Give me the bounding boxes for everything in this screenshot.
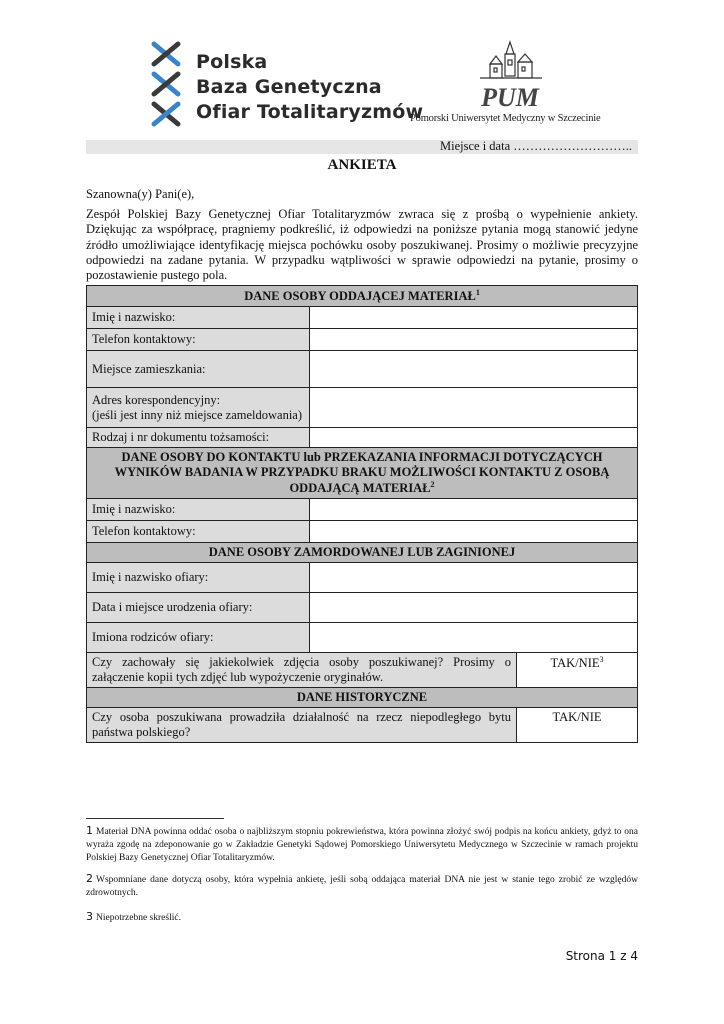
place-date-field[interactable] [86,140,638,154]
intro-paragraph: Zespół Polskiej Bazy Genetycznej Ofiar Totalitaryzmów zwraca się z prośbą o wypełnienie ankiety. Dziękując za współpracę, pragniemy podkreślić, iż odpowiedzi na poniższe pytania mogą stanowić jedyne źródło umożliwiające identyfikację miejsca pochówku osoby poszukiwanej. Prosimy o możliwie precyzyjne odpowiedzi na zadane pytania. W przypadku wątpliwości w sprawie odpowiedzi na pytanie, prosimy o pozostawienie pustego pola. [86,207,638,283]
historical-answer-field[interactable]: TAK/NIE [517,708,638,743]
photos-question: Czy zachowały się jakiekolwiek zdjęcia osoby poszukiwanej? Prosimy o załączenie kopii tych zdjęć lub wypożyczenie oryginałów. [87,653,517,688]
greeting: Szanowna(y) Pani(e), [86,187,195,201]
photos-answer-field[interactable]: TAK/NIE$^3$ [517,653,638,688]
contact-phone-label: Telefon kontaktowy: [87,521,310,543]
survey-table [86,285,638,743]
page-title: ANKIETA [327,157,397,173]
logo-line-1: Polska [196,51,268,73]
section-header-victim: DANE OSOBY ZAMORDOWANEJ LUB ZAGINIONEJ [87,543,638,563]
dna-helix-icon [146,40,186,130]
footnote-1: 1 Materiał DNA powinna oddać osoba o najbliższym stopniu pokrewieństwa, która powinna złożyć swój podpis na końcu ankiety, gdyż to ona wyraża zgodę na zdeponowanie go w Zakładzie Genetyki Sądowej Pomorskiego Uniwersytetu Medycznego w Szczecinie w ramach projektu Polskiej Bazy Genetycznej Ofiar Totalitaryzmów. [86,824,638,863]
pum-letters: PUM [481,83,539,112]
pbgot-logo [146,40,424,130]
place-date-label: Miejsce i data ……………………….. [440,139,632,153]
victim-name-label: Imię i nazwisko ofiary: [87,563,310,593]
section-header-historical: DANE HISTORYCZNE [87,688,638,708]
footnote-2: 2 Wspomniane dane dotyczą osoby, która wypełnia ankietę, jeśli sobą oddająca materiał DNA nie jest w stanie tego zrobić ze względów zdrowotnych. [86,872,638,898]
donor-residence-label: Miejsce zamieszkania: [87,351,310,388]
section-header-donor: DANE OSOBY ODDAJĄCEJ MATERIAŁ$^1$ [87,286,638,307]
donor-id-label: Rodzaj i nr dokumentu tożsamości: [87,428,310,448]
donor-phone-label: Telefon kontaktowy: [87,329,310,351]
donor-id-field[interactable] [310,428,638,448]
contact-name-field[interactable] [310,499,638,521]
donor-residence-field[interactable] [310,351,638,388]
victim-parents-label: Imiona rodziców ofiary: [87,623,310,653]
logo-text [196,50,423,125]
contact-phone-field[interactable] [310,521,638,543]
pum-castle-emblem [450,40,570,112]
donor-name-field[interactable] [310,307,638,329]
logo-line-3: Ofiar Totalitaryzmów [196,101,424,123]
footnote-3: 3 Niepotrzebne skreślić. [86,910,181,923]
contact-name-label: Imię i nazwisko: [87,499,310,521]
historical-question: Czy osoba poszukiwana prowadziła działalność na rzecz niepodległego bytu państwa polskiego? [87,708,517,743]
page-number: Strona 1 z 4 [565,949,638,963]
donor-name-label: Imię i nazwisko: [87,307,310,329]
victim-parents-field[interactable] [310,623,638,653]
donor-address-label: Adres korespondencyjny: (jeśli jest inny niż miejsce zameldowania) [87,388,310,428]
pum-logo [410,40,601,130]
victim-birth-field[interactable] [310,593,638,623]
pum-caption: Pomorski Uniwersytet Medyczny w Szczecinie [410,113,601,124]
donor-phone-field[interactable] [310,329,638,351]
donor-address-field[interactable] [310,388,638,428]
footnote-divider [86,818,224,819]
logo-line-2: Baza Genetyczna [196,76,382,98]
victim-birth-label: Data i miejsce urodzenia ofiary: [87,593,310,623]
section-header-contact: DANE OSOBY DO KONTAKTU lub PRZEKAZANIA INFORMACJI DOTYCZĄCYCH WYNIKÓW BADANIA W PRZYPADKU BRAKU MOŻLIWOŚCI KONTAKTU Z OSOBĄ ODDAJĄCĄ MATERIAŁ$^2$ [87,448,638,499]
victim-name-field[interactable] [310,563,638,593]
